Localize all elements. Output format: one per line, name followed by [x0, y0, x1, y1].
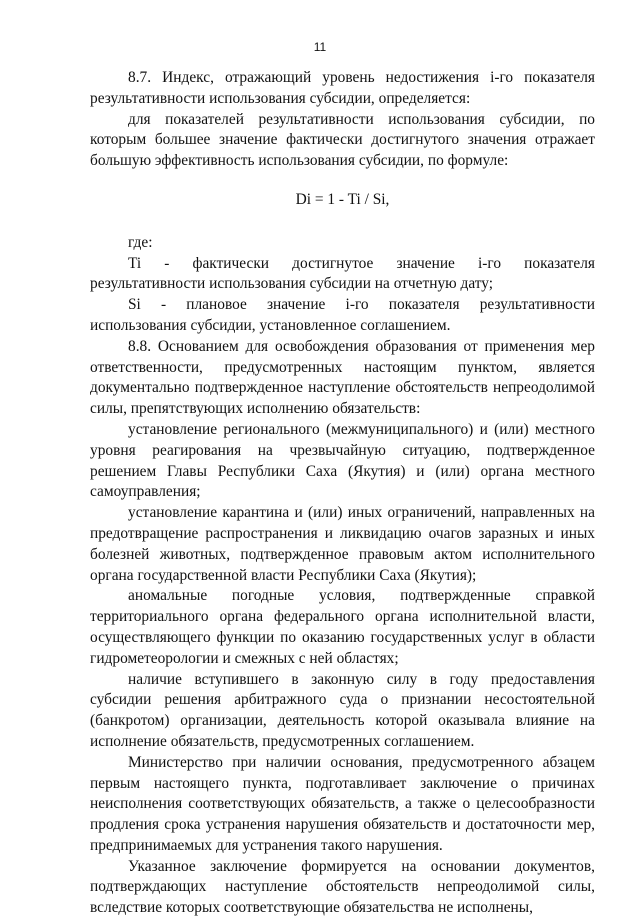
list-item-emergency: установление регионального (межмуниципального) и (или) местного уровня реагирования на чрезвычайную ситуацию, подтвержденное решением Главы Республики Саха (Якутия) и (или) органа местного самоуправления;: [90, 420, 595, 501]
paragraph-8-8: 8.8. Основанием для освобождения образования от применения мер ответственности, предусмотренных настоящим пунктом, является документально подтвержденное наступление обстоятельств непреодолимой силы, препятствующих исполнению обязательств:: [90, 337, 595, 418]
list-item-weather: аномальные погодные условия, подтвержденные справкой территориального органа федерального органа исполнительной власти, осуществляющего функции по оказанию государственных услуг в области гидрометеорологии и смежных с ней областях;: [90, 587, 595, 667]
paragraph-where: где:: [128, 233, 153, 251]
list-item-quarantine: установление карантина и (или) иных ограничений, направленных на предотвращение распространения и ликвидацию очагов заразных и иных болезней животных, подтвержденное правовым актом исполнительного органа государственной власти Республики Саха (Якутия);: [90, 504, 595, 584]
list-item-bankruptcy: наличие вступившего в законную силу в году предоставления субсидии решения арбитражного суда о признании несостоятельной (банкротом) организации, деятельность которой оказывала влияние на исполнение обязательств, предусмотренных соглашением.: [90, 670, 595, 750]
paragraph-ti-definition: Ti - фактически достигнутое значение i-го показателя результативности использования субсидии на отчетную дату;: [90, 254, 595, 293]
paragraph-ministry-conclusion: Министерство при наличии основания, предусмотренного абзацем первым настоящего пункта, подготавливает заключение о причинах неисполнения соответствующих обязательств, а также о целесообразности продления срока устранения нарушения обязательств и достаточности мер, предпринимаемых для устранения такого нарушения.: [90, 753, 595, 854]
paragraph-si-definition: Si - плановое значение i-го показателя результативности использования субсидии, установленное соглашением.: [90, 296, 595, 334]
page-number: 11: [313, 40, 327, 54]
paragraph-conclusion-basis: Указанное заключение формируется на основании документов, подтверждающих наступление обстоятельств непреодолимой силы, вследствие которых соответствующие обязательства не исполнены,: [90, 857, 595, 917]
formula: Di = 1 - Ti / Si,: [295, 190, 390, 208]
document-body: [90, 68, 595, 919]
paragraph-formula-intro: для показателей результативности использования субсидии, по которым большее значение фактически достигнутого значения отражает большую эффективность использования субсидии, по формуле:: [90, 110, 595, 170]
paragraph-8-7: 8.7. Индекс, отражающий уровень недостижения i-го показателя результативности использования субсидии, определяется:: [90, 69, 595, 107]
